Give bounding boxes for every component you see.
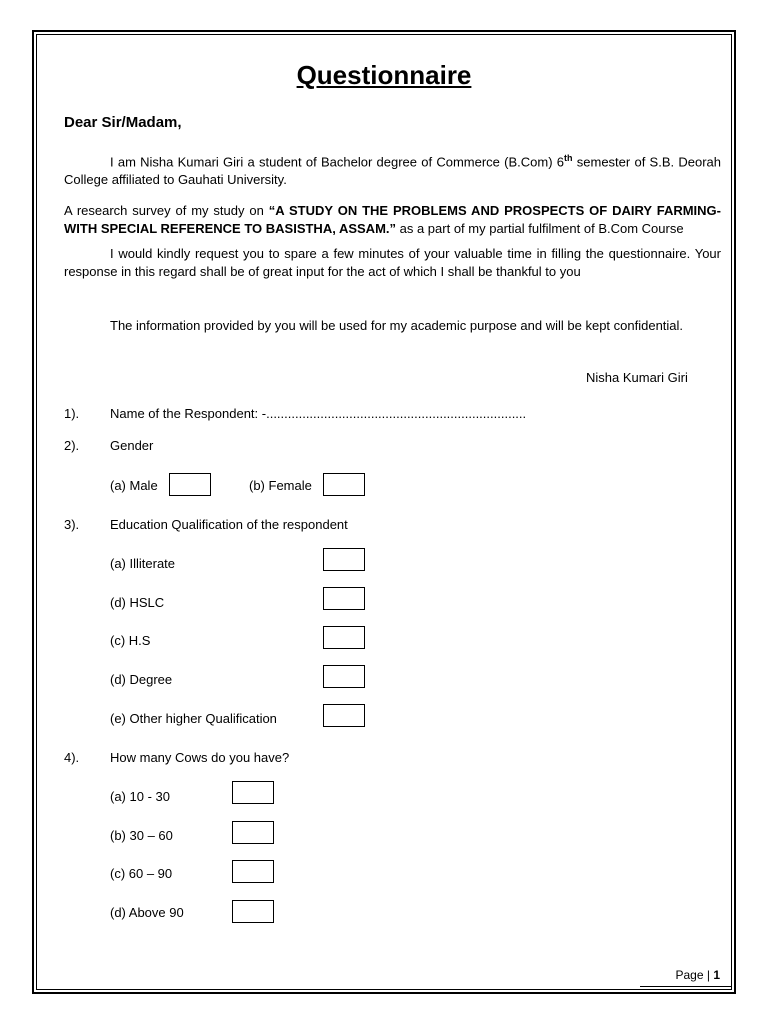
intro-paragraph-4: The information provided by you will be used for my academic purpose and will be kept confidential. — [110, 318, 684, 333]
salutation: Dear Sir/Madam, — [64, 114, 182, 131]
gender-option-male-label: (a) Male — [110, 478, 158, 493]
education-hs-checkbox[interactable] — [323, 626, 365, 649]
question-2-text: Gender — [110, 438, 154, 453]
cows-10-30-checkbox[interactable] — [232, 781, 274, 804]
education-option-hslc-label: (d) HSLC — [110, 595, 165, 610]
cows-above-90-checkbox[interactable] — [232, 900, 274, 923]
question-2-number: 2). — [64, 438, 80, 453]
education-option-hs-label: (c) H.S — [110, 633, 151, 648]
cows-option-above-90-label: (d) Above 90 — [110, 905, 184, 920]
page-number: 1 — [713, 968, 720, 982]
intro-paragraph-1: I am Nisha Kumari Giri a student of Bachelor degree of Commerce (B.Com) 6th semester of S.B. Deorah College affiliated to Gauhati University. — [64, 153, 721, 188]
question-3-number: 3). — [64, 517, 80, 532]
gender-option-female-label: (b) Female — [249, 478, 312, 493]
education-option-illiterate-label: (a) Illiterate — [110, 556, 176, 571]
intro-paragraph-2: A research survey of my study on “A STUDY ON THE PROBLEMS AND PROSPECTS OF DAIRY FARMING-WITH SPECIAL REFERENCE TO BASISTHA, ASSAM.” as a part of my partial fulfilment of B.Com Course — [64, 203, 721, 236]
question-1-number: 1). — [64, 406, 80, 421]
question-4-number: 4). — [64, 750, 80, 765]
question-4-text: How many Cows do you have? — [110, 750, 290, 765]
cows-60-90-checkbox[interactable] — [232, 860, 274, 883]
education-degree-checkbox[interactable] — [323, 665, 365, 688]
education-option-other-label: (e) Other higher Qualification — [110, 711, 277, 726]
intro-paragraph-3: I would kindly request you to spare a few minutes of your valuable time in filling the questionnaire. Your response in this regard shall be of great input for the act of which I shall be thankful to you — [64, 246, 721, 279]
cows-30-60-checkbox[interactable] — [232, 821, 274, 844]
signature-name: Nisha Kumari Giri — [586, 370, 688, 385]
page-title: Questionnaire — [296, 60, 472, 90]
education-other-checkbox[interactable] — [323, 704, 365, 727]
cows-option-30-60-label: (b) 30 – 60 — [110, 828, 173, 843]
gender-female-checkbox[interactable] — [323, 473, 365, 496]
page-footer — [676, 968, 721, 982]
page-label: Page | — [675, 968, 714, 982]
cows-option-10-30-label: (a) 10 - 30 — [110, 789, 170, 804]
question-1-text: Name of the Respondent: -........................................................................ — [110, 406, 527, 421]
footer-rule — [640, 986, 732, 987]
question-3-text: Education Qualification of the respondent — [110, 517, 348, 532]
cows-option-60-90-label: (c) 60 – 90 — [110, 866, 173, 881]
education-hslc-checkbox[interactable] — [323, 587, 365, 610]
education-option-degree-label: (d) Degree — [110, 672, 173, 687]
gender-male-checkbox[interactable] — [169, 473, 211, 496]
education-illiterate-checkbox[interactable] — [323, 548, 365, 571]
